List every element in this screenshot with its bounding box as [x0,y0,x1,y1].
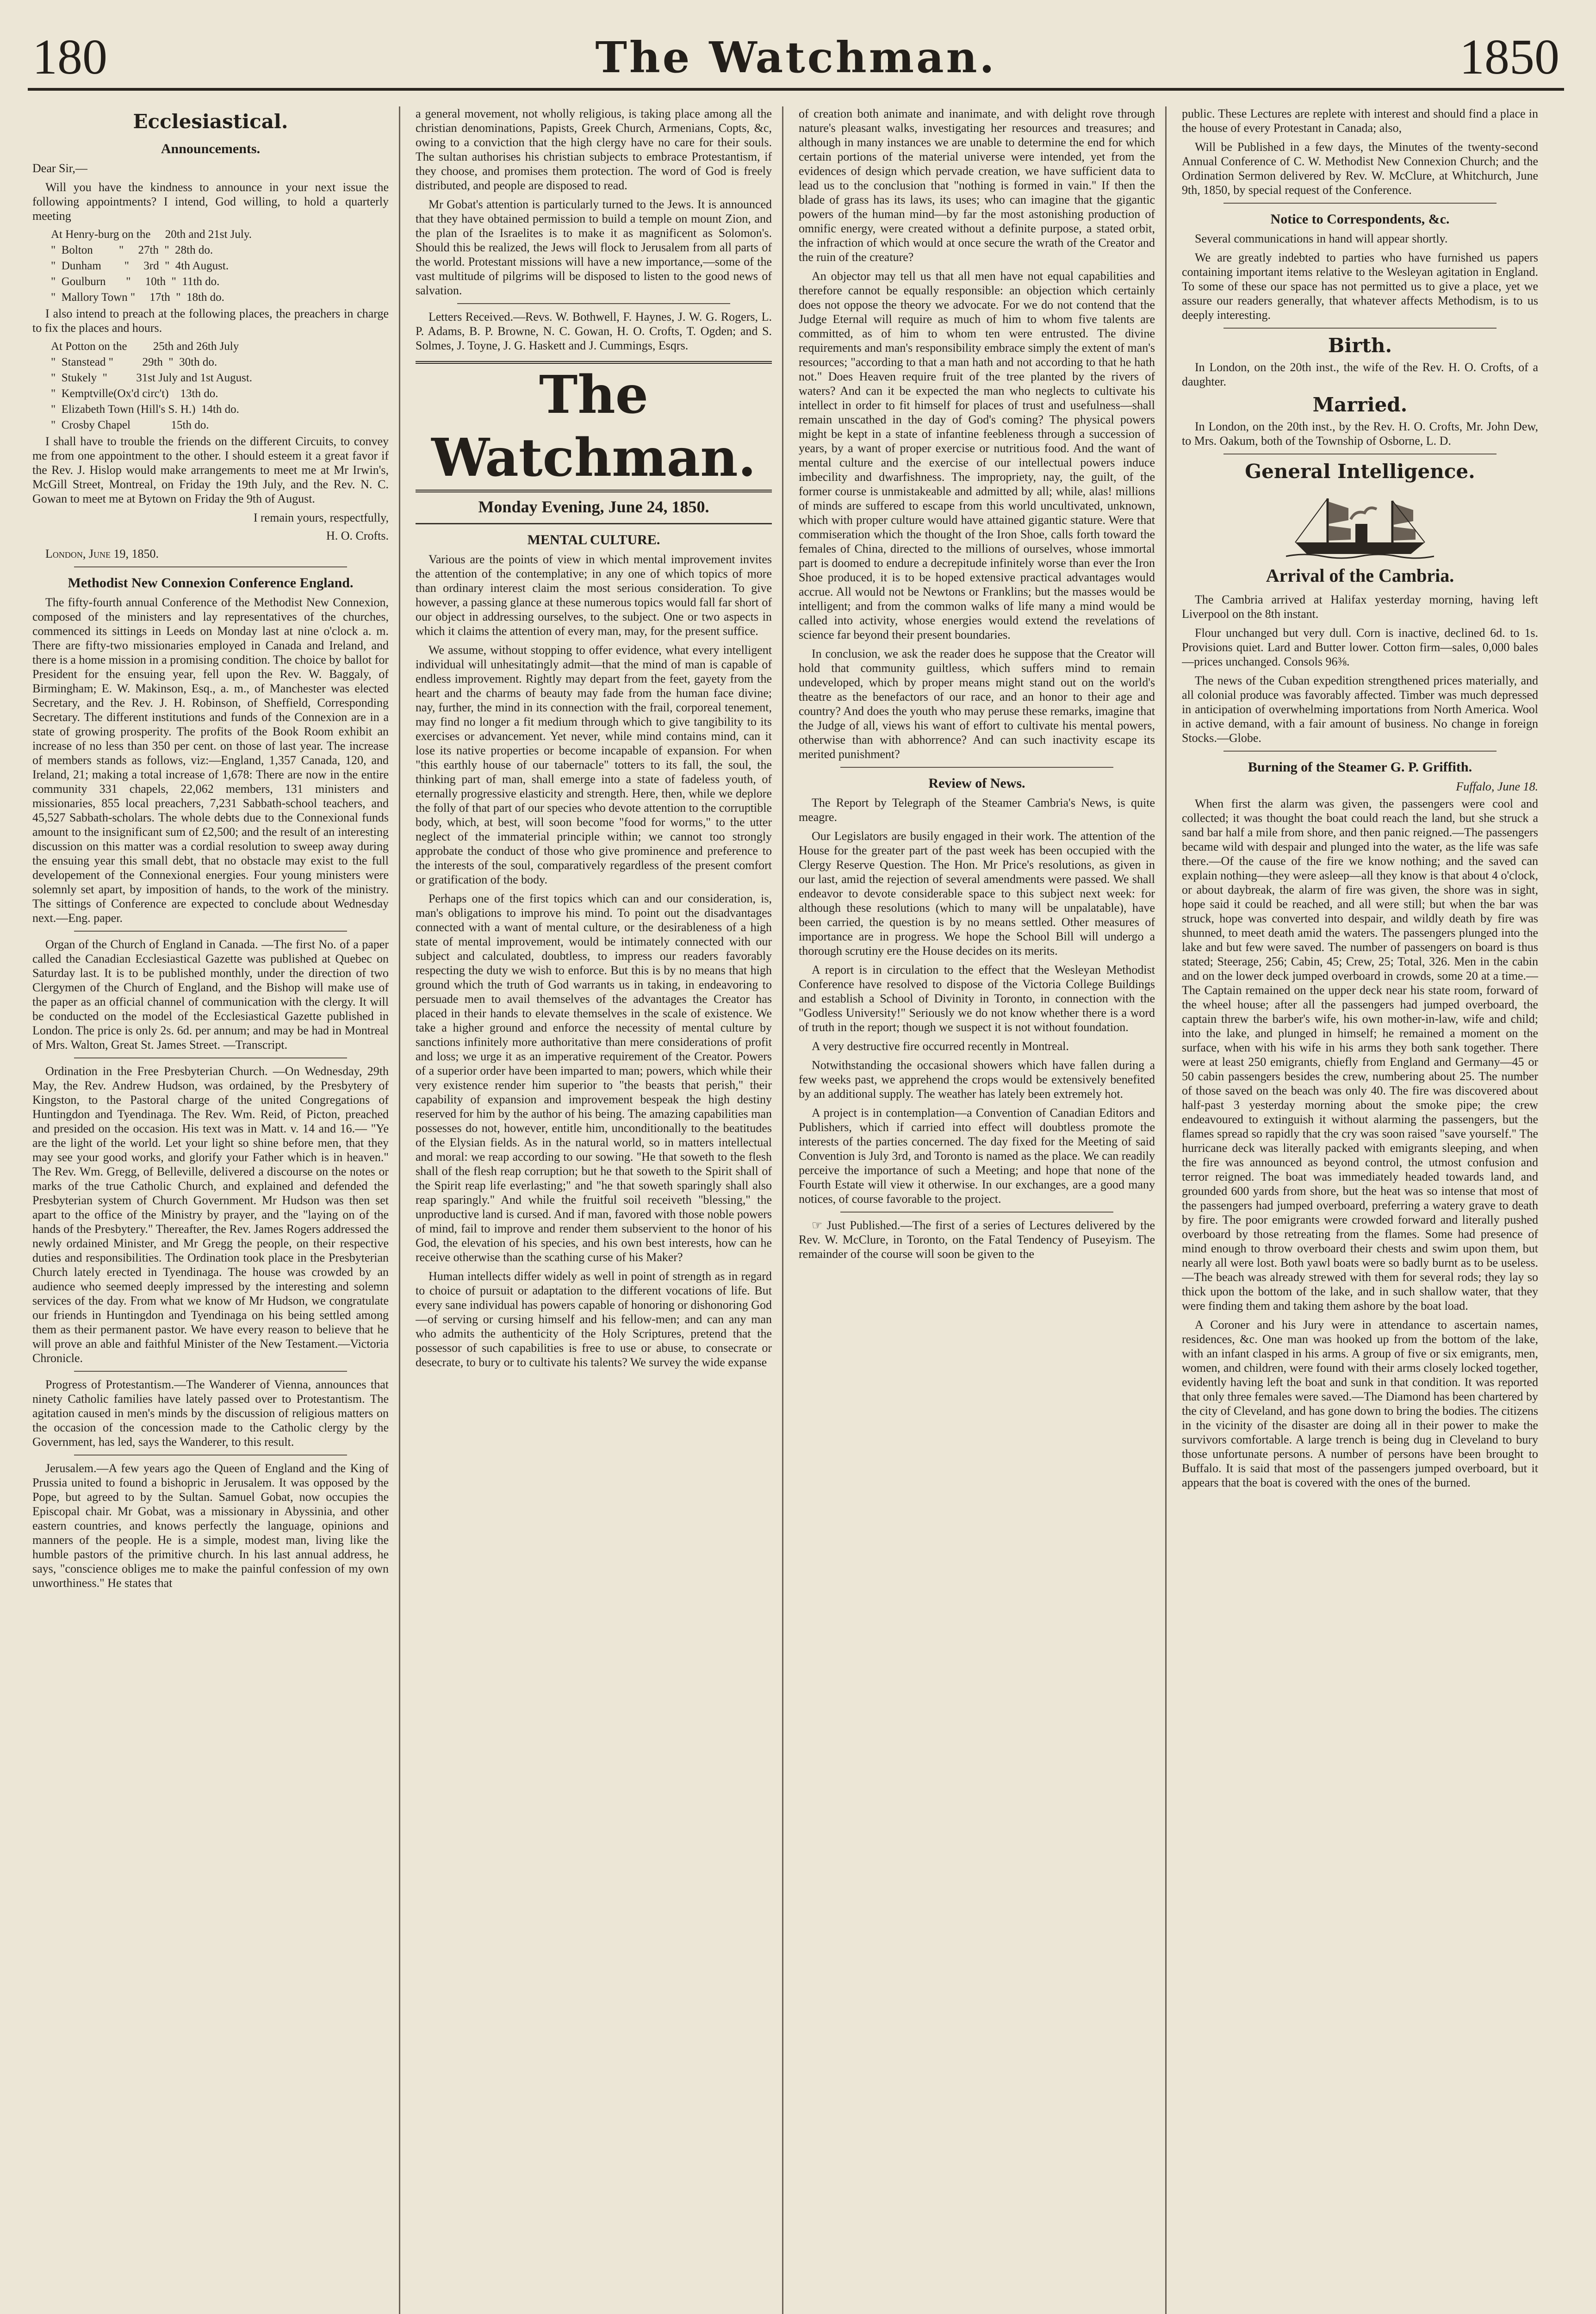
article-paragraph: Organ of the Church of England in Canada. —The first No. of a paper called the Canadian Ecclesiastical Gazette was published at Quebec on Saturday last. It is to be published monthly, under the direction of two Clergymen of the Church of England, and the Bishop will make use of the paper as an official channel of communication with the clergy. It will be conducted on the model of the Ecclesiastical Gazette published in London. The price is only 2s. 6d. per annum; and may be had in Montreal of Mrs. Walton, Great St. James Street. —Transcript. [32,938,389,1051]
article-paragraph: Perhaps one of the first topics which can and our consideration, is, man's obligations to improve his mind. To point out the disadvantages connected with a want of mental culture, or the desirableness of a high state of mental improvement, would be intimately connected with our subject and calculated, doubtless, to impress our readers favorably respecting the duty we wish to enforce. But this is by no means that high ground which the truth of God warrants us in taking, in endeavoring to persuade men to avail themselves of the advantages the Creator has placed in their hands to elevate themselves in the scale of existence. We take a higher ground and enforce the necessity of mental culture by sanctions infinitely more authoritative than mere considerations of profit and loss; we urge it as an imperative requirement of the Creator. Powers of a superior order have been imparted to man; powers, which while their very existence render him superior to "the beasts that perish," their capability of expansion and improvement bespeak the high destiny reserved for him by the author of his being. The amazing capabilities man possesses do not, however, entitle him, unconditionally to the beatitudes of the Elysian fields. As in the natural world, so in matters intellectual and moral: we reap according to our sowing. "He that soweth to the flesh shall of the flesh reap corruption; but he that soweth to the Spirit shall of the Spirit reap life everlasting;" and "he that soweth sparingly shall also reap sparingly." And while the fruitful soil receiveth "blessing," the unproductive land is cursed. And if man, favored with those noble powers of mind, fail to improve and render them subservient to the honor of his God, the elevation of his species, and his own best interests, how can he receive otherwise than the scathing curse of his Maker? [416,892,772,1264]
column-1 [32,106,389,2314]
subheading-notice-to-correspondents: Notice to Correspondents, &c. [1270,211,1450,227]
subheading-burning-steamer: Burning of the Steamer G. P. Griffith. [1248,759,1472,775]
news-paragraph: The news of the Cuban expedition strengthened prices materially, and all colonial produce was favorably affected. Timber was much depressed in anticipation of overwhelming importations from North America. Wool in active demand, with a fair amount of business. No change in foreign Stocks.—Globe. [1182,674,1538,745]
schedule-preaching [32,340,389,432]
section-heading-birth: Birth. [1328,334,1392,357]
divider [457,303,730,304]
column-rule [782,106,783,2314]
announcement-paragraph: I shall have to trouble the friends on the different Circuits, to convey me from one appointment to the other. I should esteem it a great favor if the Rev. J. Hislop would make arrangements to meet me at Mr Irwin's, McGill Street, Montreal, on Friday the 19th July, and the Rev. N. C. Gowan to meet me at Bytown on Friday the 9th of August. [32,435,389,505]
article-paragraph: Human intellects differ widely as well in point of strength as in regard to choice of pursuit or adaptation to the different vocations of life. But every sane individual has powers capable of honoring or dishonoring God—of serving or cursing himself and his fellow-men; and can any man who admits the authenticity of the Holy Scriptures, pretend that the possessor of such capabilities is free to use or abuse, to consecrate or desecrate, to bury or to cultivate his talents? We survey the wide expanse [416,1269,772,1369]
news-paragraph: A very destructive fire occurred recently in Montreal. [812,1039,1069,1053]
article-paragraph: Mr Gobat's attention is particularly turned to the Jews. It is announced that they have obtained permission to build a temple on mount Zion, and the plan of the Israelites is to make it as magnificent as Solomon's. Should this be realized, the Jews will flock to Jerusalem from all parts of the world. Protestant missions will have a new importance,—some of the vast multitude of pilgrims will be disposed to listen to the good news of salvation. [416,198,772,297]
page-year: 1850 [1459,30,1559,85]
signature-closing: I remain yours, respectfully, [253,511,389,524]
article-paragraph: a general movement, not wholly religious, is taking place among all the christian denominations, Papists, Greek Church, Armenians, Copts, &c, owing to a conviction that the high clergy have no care for their souls. The sultan authorises his christian subjects to embrace Protestantism, if they choose, and promises them protection. The word of God is freely distributed, and people are disposed to read. [416,107,772,192]
article-paragraph: The fifty-fourth annual Conference of the Methodist New Connexion, composed of the ministers and lay representatives of the churches, commenced its sittings in Leeds on Monday last at nine o'clock a. m. There are fifty-two missionaries employed in Canada and Ireland, and there is a home mission in a promising condition. The choice by ballot for President for the ensuing year, fell upon the Rev. W. Baggaly, of Birmingham; E. W. Makinson, Esq., a. m., of Manchester was elected Secretary, and the Rev. J. H. Robinson, of Sheffield, Corresponding Secretary. The different institutions and funds of the Connexion are in a state of growing prosperity. The profits of the Book Room exhibit an increase of no less than 350 per cent. on those of last year. The increase of members stands as follows, viz:—England, 1,357 Canada, 120, and Ireland, 21; making a total increase of 1,678: There are now in the entire community 331 chapels, 22,062 members, 131 ministers and missionaries, 855 local preachers, 7,231 Sabbath-school teachers, and 45,527 Sabbath-scholars. The whole debts due to the Connexional funds amount to the insignificant sum of £2,500; and the result of an interesting discussion on this matter was a cordial resolution to sweep away during the ensuing year this small debt, that no obstacle may exist to the full developement of the Connexional energies. Four young ministers were solemnly set apart, by imposition of hands, to the work of the ministry. The sittings of Conference are expected to conclude about Wednesday next.—Eng. paper. [32,596,389,925]
schedule-line: " Stanstead " 29th " 30th do. [51,356,217,368]
news-paragraph: A Coroner and his Jury were in attendance to ascertain names, residences, &c. One man was hooked up from the bottom of the lake, with an infant clasped in his arms. A group of five or six emigrants, men, women, and children, were found with their arms closely locked together, evidently having left the boat and sunk in that condition. It was reported that only three females were saved.—The Diamond has been chartered by the city of Cleveland, and has gone down to bring the bodies. The citizens in the vicinity of the disaster are doing all in their power to make the survivors comfortable. A large trench is being dug in Cleveland to bury those unfortunate persons. A number of persons have been brought to Buffalo. It is said that most of the passengers jumped overboard, but it appears that the boat is covered with the ones of the burned. [1182,1318,1538,1489]
divider [840,1212,1113,1213]
article-paragraph: Various are the points of view in which mental improvement invites the attention of the contemplative; in any one of which topics of more than ordinary interest claim the most serious consideration. To give however, a passing glance at these numerous topics would fall far short of our object in addressing ourselves, to the subject. One or two aspects in which it claims the attention of every man, may, for the present suffice. [416,553,772,638]
news-paragraph: The Report by Telegraph of the Steamer Cambria's News, is quite meagre. [799,796,1155,824]
schedule-line: " Crosby Chapel 15th do. [51,419,209,431]
article-paragraph: Progress of Protestantism.—The Wanderer of Vienna, announces that ninety Catholic families have lately passed over to Protestantism. The agitation caused in men's minds by the discussion of religious matters on the occasion of the concession made to the Catholic clergy by the Government, has led, says the Wanderer, to this result. [32,1378,389,1449]
schedule-line: At Potton on the 25th and 26th July [51,340,239,353]
column-3 [799,106,1155,2314]
subheading-conference: Methodist New Connexion Conference England. [68,575,354,591]
news-paragraph: Flour unchanged but very dull. Corn is inactive, declined 6d. to 1s. Provisions quiet. Lard and Butter lower. Cotton firm—sales, 0,000 bales—prices unchanged. Consols 96⅜. [1182,626,1538,668]
article-paragraph: An objector may tell us that all men have not equal capabilities and therefore cannot be equally responsible: an objection which certainly does not oppose the theory we advocate. For we do not contend that the Judge Eternal will require as much of him to whom five talents are committed, as of him to whom ten were entrusted. The divine requirements and man's responsibility embrace simply the extent of man's resources; "according to that a man hath and not according to that he hath not." Does Heaven require fruit of the tree planted by the rivers of waters? And can it be expected the man who neglects to cultivate his intellect in order to fit himself for places of trust and usefulness—shall remain unscathed in the day of God's coming? The physical powers might be kept in a state of infantine feebleness through a succession of years, by a want of proper exercise or nutritious food. And the want of mental culture and the exercise of our intellectual powers induce imbecility and dwarfishness. The impropriety, nay, the guilt, of the former course is unmistakeable and admitted by all; while, alas! millions of minds are suffered to escape from this world uncultivated, unknown, which with proper culture would have attained gigantic stature. Were that commiseration which the thought of the Iron Shoe, calls forth toward the females of China, directed to the millions of ourselves, whose immortal part is doomed to endure a decrepitude infinitely worse than ever the Iron Shoe produced, it is to be hoped extensive practical advantages would accrue. All would not be Newtons or Franklins; but the masses would be intelligent; and from the common walks of life many a mind would be called into activity, whose energies would extend the revelations of science far beyond their present boundaries. [799,269,1155,641]
page-number: 180 [32,30,107,85]
news-paragraph: The Cambria arrived at Halifax yesterday morning, having left Liverpool on the 8th instant. [1182,593,1538,621]
letters-received: Letters Received.—Revs. W. Bothwell, F. Haynes, J. W. G. Rogers, L. P. Adams, B. P. Browne, N. C. Gowan, H. O. Crofts, T. Ogden; and S. Solmes, J. Toyne, J. G. Haskett and J. Cummings, Esqrs. [416,310,772,352]
issue-date: Monday Evening, June 24, 1850. [478,498,709,516]
column-rule [1165,106,1167,2314]
announcement-paragraph: I also intend to preach at the following places, the preachers in charge to fix the places and hours. [32,307,389,335]
divider [416,523,772,524]
ship-engraving-icon [1286,491,1434,561]
divider [74,566,347,567]
article-paragraph: We assume, without stopping to offer evidence, what every intelligent individual will unhesitatingly admit—that the mind of man is capable of endless improvement. Rightly may depart from the feet, gayety from the heart and the charms of beauty may fade from the human face divine; nay, further, the mind in its connection with the frail, corporeal tenement, may find no longer a fit medium through which to give tangibility to its exercises or advancement. Yet never, while mind contains mind, can it lose its native properties or become incapable of expansion. For when "this earthly house of our tabernacle" totters to its fall, the soul, the thinking part of man, shall emerge into a state of fadeless youth, of eternally progressive elasticity and strength. Here, then, while we deplore the folly of that part of our species who devote attention to the corruptible body, which, at best, will soon become "food for worms," to the utter neglect of the immaterial principle within; we cannot too strongly approbate the conduct of those who give prominence and preference to the interests of the soul, comparatively regardless of the present comfort or gratification of the body. [416,643,772,886]
birth-notice: In London, on the 20th inst., the wife of the Rev. H. O. Crofts, of a daughter. [1182,361,1538,388]
article-paragraph: In conclusion, we ask the reader does he suppose that the Creator will hold that community guiltless, which suffers mind to remain undeveloped, which by proper means might stand out on the world's theatre as the benefactors of our race, and an honor to their age and country? And does the youth who may peruse these remarks, imagine that the Judge of all, views his want of effort to cultivate his mental powers, otherwise than with abhorrence? And can such inactivity escape its merited punishment? [799,647,1155,761]
divider [74,1057,347,1058]
announcement-paragraph: Will you have the kindness to announce in your next issue the following appointments? I intend, God willing, to hold a quarterly meeting [32,180,389,223]
marriage-notice: In London, on the 20th inst., by the Rev. H. O. Crofts, Mr. John Dew, to Mrs. Oakum, both of the Township of Osborne, L. D. [1182,420,1538,448]
notice-paragraph: Several communications in hand will appear shortly. [1195,232,1448,245]
news-paragraph: When first the alarm was given, the passengers were cool and collected; it was thought the boat could reach the land, but she struck a sand bar half a mile from shore, and then panic reigned.—The passengers became wild with despair and plunged into the water, as the life was safe there.—Of the cause of the fire we know nothing; and the saved can explain nothing—they were asleep—all they know is that about 4 o'clock, or about daybreak, the alarm of fire was given, the shore was in sight, hope said it could be reached, and all were still; but when the bar was struck, hope was converted into despair, and wildly death by fire was shunned, to meet death amid the waters. The passengers plunged into the lake and but few were saved. The number of passengers on board is thus stated; Steerage, 256; Cabin, 45; Crew, 25; Total, 326. Men in the cabin and on the lower deck jumped overboard in crowds, some 20 at a time.—The Captain remained on the upper deck near his state room, forward of the wheel house; after all the passengers had jumped overboard, the captain threw the barber's wife, his own mother-in-law, wife and child; into the lake, and plunged in himself; he remained a moment on the surface, when with his wife in his arms they both sank together. There were at least 250 emigrants, chiefly from England and Germany—45 or 50 cabin passengers besides the crew, numbering about 25. The number of those saved on the beach was only 40. The fire was discovered about half-past 3 yesterday morning about the smoke pipe; the crew endeavoured to extinguish it without alarming the passengers, but the flames spread so rapidly that the cry was soon raised "save yourself." The hurricane deck was literally packed with emigrants sleeping, and when the fire was announced as beyond control, the utmost confusion and terror reigned. The boat was immediately headed towards land, and grounded 600 yards from shore, but the heat was so intense that most of the passengers had jumped overboard, preferring a watery grave to death by fire. The poor emigrants were crowded forward and literally pushed overboard by those retreating from the flames. Some had presence of mind enough to throw overboard their chests and swim upon them, but nearly all were lost. Both yawl boats were so badly burnt as to be useless.—The beach was already strewed with them for several rods; they lay so thick upon the bottom of the lake, and in such shallow water, that they were finding them and taking them ashore by the boat load. [1182,797,1538,1313]
notice-paragraph: Will be Published in a few days, the Minutes of the twenty-second Annual Conference of C. W. Methodist New Connexion Church; and the Ordination Sermon delivered by Rev. W. McClure, at Whitchurch, June 9th, 1850, by special request of the Conference. [1182,140,1538,197]
schedule-line: " Elizabeth Town (Hill's S. H.) 14th do. [51,403,239,416]
schedule-line: " Bolton " 27th " 28th do. [51,244,213,256]
schedule-line: " Dunham " 3rd " 4th August. [51,260,229,272]
arrival-heading: Arrival of the Cambria. [1266,565,1454,586]
section-heading-ecclesiastical: Ecclesiastical. [133,110,288,133]
news-paragraph: Notwithstanding the occasional showers which have fallen during a few weeks past, we apprehend the crops would be extensively benefited by an additional supply. The weather has lately been extremely hot. [799,1058,1155,1101]
section-heading-married: Married. [1312,393,1408,416]
notice-paragraph: We are greatly indebted to parties who have furnished us papers containing important items relative to the Wesleyan agitation in England. To some of these our space has not permitted us to give a place, yet we assure our readers generally, that whatever affects Methodism, is to us deeply interesting. [1182,251,1538,322]
divider [1223,328,1497,329]
subheading-mental-culture: MENTAL CULTURE. [527,532,660,547]
letter-dateline: London, June 19, 1850. [45,547,159,560]
divider [840,767,1113,768]
divider [74,1371,347,1372]
news-paragraph: A project is in contemplation—a Convention of Canadian Editors and Publishers, which if carried into effect will doubtless promote the interests of the parties concerned. The day fixed for the Meeting of said Convention is July 3rd, and Toronto is named as the place. We can readily perceive the importance of such a Meeting; and hope that none of the Fourth Estate will view it otherwise. In our exchanges, are a good many notices, of course favorable to the project. [799,1106,1155,1206]
divider [74,1455,347,1456]
masthead [28,19,1564,91]
news-paragraph: Our Legislators are busily engaged in their work. The attention of the House for the greater part of the past week has been occupied with the Clergy Reserve Question. The Hon. Mr Price's resolutions, as given in our last, amid the rejection of several amendments were passed. We shall endeavor to devote considerable space to this subject next week: for although these resolutions (which to many will be unpalatable), have been carried, the question is by no means settled. Other measures of importance are in progress. We hope the School Bill will undergo a thorough scrutiny ere the House decides on its merits. [799,829,1155,958]
salutation: Dear Sir,— [32,162,87,175]
section-heading-general-intelligence: General Intelligence. [1245,460,1475,483]
signature-name: H. O. Crofts. [326,529,389,542]
notice-paragraph: public. These Lectures are replete with interest and should find a place in the house of every Protestant in Canada; also, [1182,107,1538,135]
divider [1223,751,1497,752]
news-paragraph: A report is in circulation to the effect that the Wesleyan Methodist Conference have resolved to dispose of the Victoria College Buildings and establish a School of Divinity in Toronto, in connection with the "Godless University!" Seriously we do not know whether there is a word of truth in the report; though we suspect it is not without foundation. [799,963,1155,1034]
divider [1223,203,1497,204]
column-rule [399,106,400,2314]
schedule-line: " Kemptville(Ox'd circ't) 13th do. [51,387,218,400]
dateline-place: Fuffalo, June 18. [1456,780,1538,793]
article-paragraph: Ordination in the Free Presbyterian Church. —On Wednesday, 29th May, the Rev. Andrew Hudson, was ordained, by the Presbytery of Kingston, to the Pastoral charge of the united Congregations of Huntingdon and Tyendinaga. The Rev. Wm. Reid, of Picton, preached and presided on the occasion. His text was in Matt. v. 14 and 16.— "Ye are the light of the world. Let your light so shine before men, that they may see your good works, and glorify your Father which is in heaven." The Rev. Wm. Gregg, of Belleville, delivered a discourse on the notes or marks of the true Catholic Church, and explained and defended the Presbyterian system of Church Government. Mr Hudson was then set apart to the office of the Ministry by prayer, and the "laying on of the hands of the Presbytery." Thereafter, the Rev. James Rogers addressed the newly ordained Minister, and Mr Gregg the people, on their respective duties and responsibilities. The Ordination took place in the Presbyterian Church lately erected in Tyendinaga. The house was crowded by an audience who seemed deeply impressed by the interesting and solemn services of the day. From what we know of Mr Hudson, we congratulate our friends in Huntingdon and Tyendinaga on his being settled among them as their permanent pastor. We have every reason to believe that he will prove an able and faithful Minister of the New Testament.—Victoria Chronicle. [32,1064,389,1365]
paper-title: The Watchman. [416,361,772,492]
column-2 [416,106,772,2314]
schedule-line: " Mallory Town " 17th " 18th do. [51,291,224,304]
subheading-review-of-news: Review of News. [928,776,1025,791]
schedule-line: At Henry-burg on the 20th and 21st July. [51,228,252,241]
schedule-line: " Stukely " 31st July and 1st August. [51,372,253,384]
article-paragraph: Jerusalem.—A few years ago the Queen of England and the King of Prussia united to found a bishopric in Jerusalem. It was opposed by the Pope, but agreed to by the Sultan. Samuel Gobat, now occupies the Episcopal chair. Mr Gobat, was a missionary in Abyssinia, and other eastern countries, and knows perfectly the language, opinions and manners of the people. He is a simple, modest man, living like the humble pastors of the primitive church. In his last annual address, he says, "conscience obliges me to make the painful confession of my own unworthiness." He states that [32,1462,389,1590]
column-4 [1182,106,1538,2314]
notice-just-published: ☞ Just Published.—The first of a series of Lectures delivered by the Rev. W. McClure, in Toronto, on the Fatal Tendency of Puseyism. The remainder of the course will soon be given to the [799,1219,1155,1261]
subheading-announcements: Announcements. [161,141,261,156]
divider [74,931,347,932]
article-paragraph: of creation both animate and inanimate, and with delight rove through nature's pleasant walks, investigating her resources and treasures; and although in many instances we are unable to determine the end for which certain portions of the material universe were intended, yet from the evidences of design which pervade creation, we have sufficient data to lead us to the conclusion that "nothing is formed in vain." If then the blade of grass has its laws, its uses; who can imagine that the gigantic powers of the human mind—by far the most astonishing production of omnific energy, were created without a definite purpose, a stated orbit, the infraction of which would at once secure the wrath of the Creator and the ruin of the creature? [799,107,1155,264]
schedule-quarterly-meetings [32,228,389,305]
schedule-line: " Goulburn " 10th " 11th do. [51,275,220,288]
running-title: The Watchman. [595,32,997,82]
